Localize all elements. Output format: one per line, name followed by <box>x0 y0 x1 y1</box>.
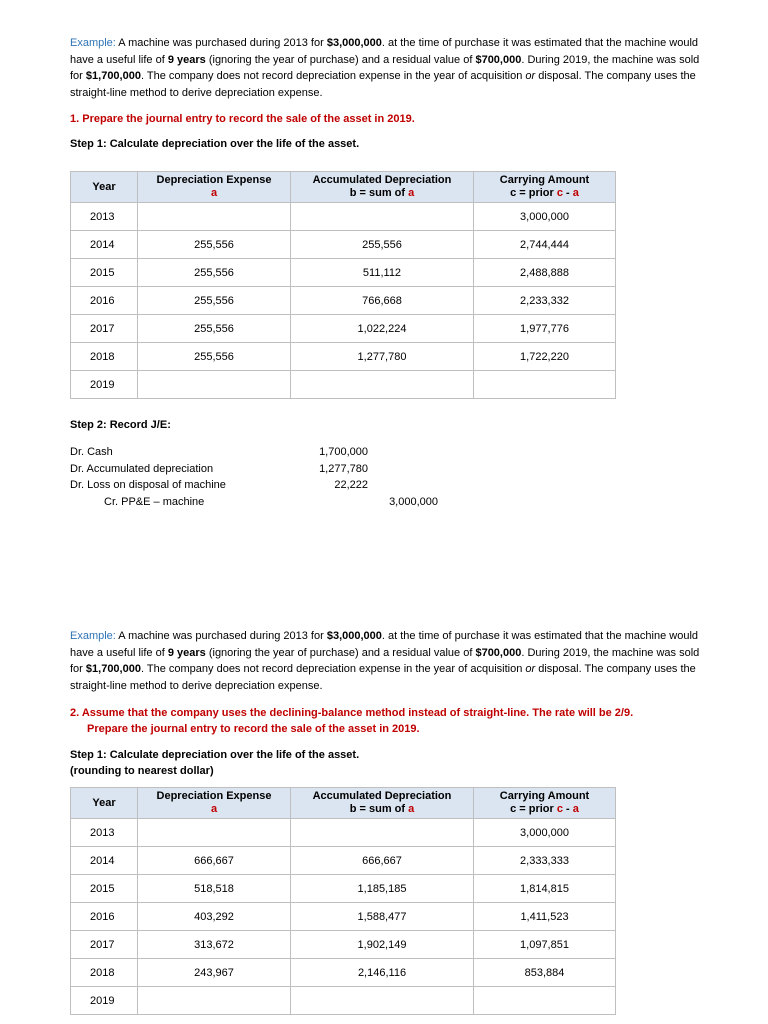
table-row: 2019 <box>71 371 616 399</box>
example-label: Example: <box>70 37 116 49</box>
journal-line: Dr. Accumulated depreciation 1,277,780 <box>70 462 368 475</box>
journal-line: Dr. Loss on disposal of machine 22,222 <box>70 479 368 491</box>
straight-line-table <box>70 171 616 399</box>
journal-line: Dr. Cash 1,700,000 <box>70 446 368 458</box>
col-header-carrying: Carrying Amount c = prior c - a <box>474 788 616 819</box>
table-row: 2013 3,000,000 <box>71 819 616 847</box>
col-header-accumulated: Accumulated Depreciation b = sum of a <box>291 172 474 203</box>
col-header-year: Year <box>71 788 138 819</box>
col-header-carrying: Carrying Amount c = prior c - a <box>474 172 616 203</box>
table-row: 2014 666,667 666,667 2,333,333 <box>71 847 616 875</box>
table-row: 2016 255,556 766,668 2,233,332 <box>71 287 616 315</box>
journal-entry <box>70 444 470 510</box>
example-1-text: Example: A machine was purchased during 2013 for $3,000,000. at the time of purchase it was estimated that the machine would have a useful life of 9 years (ignoring the year of purchase) and a residual value of $700,000. During 2019, the machine was sold for $1,700,000. The company does not record depreciation expense in the year of acquisition or disposal. The company uses the straight-line method to derive depreciation expense. <box>70 37 700 99</box>
question-1: 1. Prepare the journal entry to record the sale of the asset in 2019. <box>70 113 415 125</box>
col-header-accumulated: Accumulated Depreciation b = sum of a <box>291 788 474 819</box>
table-header-row <box>71 788 616 819</box>
step-1-heading: Step 1: Calculate depreciation over the life of the asset. <box>70 138 360 150</box>
table-row: 2018 243,967 2,146,116 853,884 <box>71 959 616 987</box>
table-row: 2018 255,556 1,277,780 1,722,220 <box>71 343 616 371</box>
step-2-heading: Step 2: Record J/E: <box>70 419 171 431</box>
table-row: 2013 3,000,000 <box>71 203 616 231</box>
col-header-expense: Depreciation Expense a <box>138 172 291 203</box>
col-header-expense: Depreciation Expense a <box>138 788 291 819</box>
declining-balance-table <box>70 787 616 1015</box>
step-1-heading-2: Step 1: Calculate depreciation over the life of the asset. (rounding to nearest dollar) <box>70 749 360 777</box>
table-row: 2019 <box>71 987 616 1015</box>
table-row: 2015 255,556 511,112 2,488,888 <box>71 259 616 287</box>
table-row: 2016 403,292 1,588,477 1,411,523 <box>71 903 616 931</box>
table-row: 2014 255,556 255,556 2,744,444 <box>71 231 616 259</box>
question-2: 2. Assume that the company uses the declining-balance method instead of straight-line. The rate will be 2/9. Prepare the journal entry to record the sale of the asset in 2019. <box>70 707 634 735</box>
table-row: 2015 518,518 1,185,185 1,814,815 <box>71 875 616 903</box>
col-header-year: Year <box>71 172 138 203</box>
example-label: Example: <box>70 630 116 642</box>
table-row: 2017 313,672 1,902,149 1,097,851 <box>71 931 616 959</box>
table-header-row <box>71 172 616 203</box>
journal-line: Cr. PP&E – machine 3,000,000 <box>104 495 438 508</box>
example-2-text: Example: A machine was purchased during 2013 for $3,000,000. at the time of purchase it was estimated that the machine would have a useful life of 9 years (ignoring the year of purchase) and a residual value of $700,000. During 2019, the machine was sold for $1,700,000. The company does not record depreciation expense in the year of acquisition or disposal. The company uses the straight-line method to derive depreciation expense. <box>70 630 700 692</box>
table-row: 2017 255,556 1,022,224 1,977,776 <box>71 315 616 343</box>
